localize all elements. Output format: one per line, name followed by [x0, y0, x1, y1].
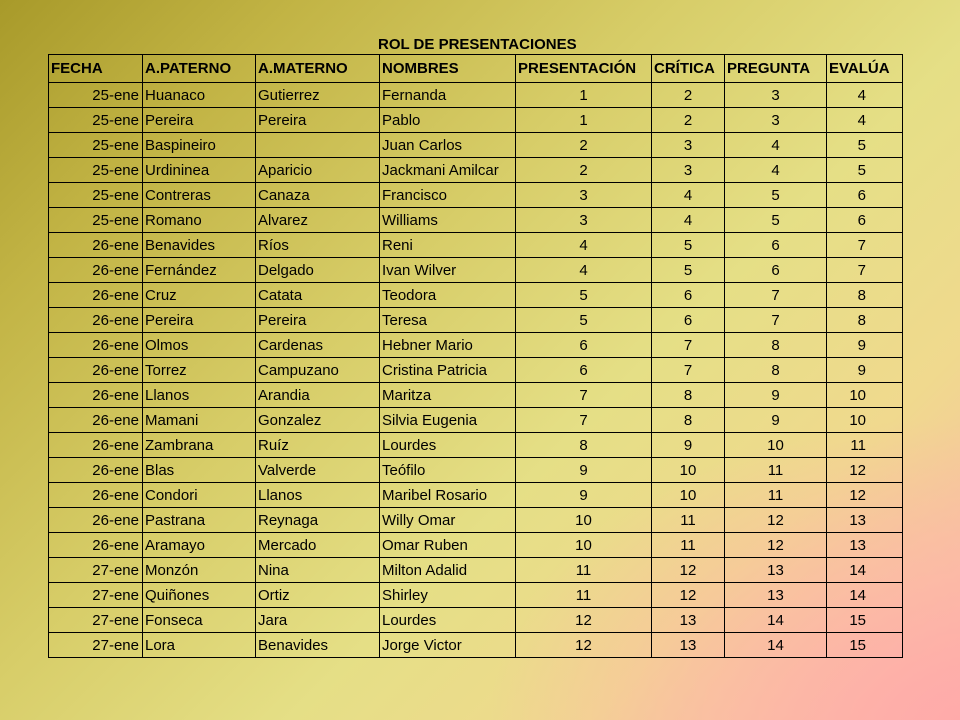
- cell-presentacion: 5: [516, 308, 652, 333]
- cell-presentacion: 6: [516, 333, 652, 358]
- cell-a-paterno: Huanaco: [143, 83, 256, 108]
- table-row: [49, 558, 903, 583]
- cell-fecha: 26-ene: [49, 333, 143, 358]
- cell-pregunta: 5: [725, 183, 827, 208]
- cell-fecha: 27-ene: [49, 558, 143, 583]
- header-fecha: FECHA: [49, 55, 143, 83]
- cell-pregunta: 4: [725, 133, 827, 158]
- cell-a-materno: Reynaga: [256, 508, 380, 533]
- cell-a-materno: Ortiz: [256, 583, 380, 608]
- cell-evalua: 4: [827, 108, 903, 133]
- cell-a-materno: Gutierrez: [256, 83, 380, 108]
- cell-evalua: 13: [827, 508, 903, 533]
- table-row: [49, 208, 903, 233]
- cell-nombres: Ivan Wilver: [380, 258, 516, 283]
- cell-presentacion: 12: [516, 633, 652, 658]
- table-row: [49, 608, 903, 633]
- cell-a-materno: [256, 133, 380, 158]
- table-row: [49, 433, 903, 458]
- cell-pregunta: 3: [725, 83, 827, 108]
- cell-presentacion: 2: [516, 133, 652, 158]
- cell-critica: 8: [652, 408, 725, 433]
- cell-evalua: 15: [827, 608, 903, 633]
- cell-fecha: 26-ene: [49, 433, 143, 458]
- cell-a-materno: Llanos: [256, 483, 380, 508]
- cell-critica: 11: [652, 508, 725, 533]
- table-row: [49, 408, 903, 433]
- cell-nombres: Fernanda: [380, 83, 516, 108]
- cell-a-paterno: Baspineiro: [143, 133, 256, 158]
- cell-critica: 13: [652, 633, 725, 658]
- cell-fecha: 25-ene: [49, 83, 143, 108]
- cell-a-paterno: Fonseca: [143, 608, 256, 633]
- cell-nombres: Hebner Mario: [380, 333, 516, 358]
- cell-presentacion: 5: [516, 283, 652, 308]
- cell-presentacion: 10: [516, 533, 652, 558]
- cell-a-materno: Pereira: [256, 308, 380, 333]
- table-row: [49, 258, 903, 283]
- cell-a-paterno: Monzón: [143, 558, 256, 583]
- table-row: [49, 158, 903, 183]
- cell-nombres: Reni: [380, 233, 516, 258]
- cell-a-paterno: Quiñones: [143, 583, 256, 608]
- table-row: [49, 583, 903, 608]
- cell-a-materno: Delgado: [256, 258, 380, 283]
- cell-nombres: Milton Adalid: [380, 558, 516, 583]
- cell-evalua: 14: [827, 558, 903, 583]
- schedule-table: [48, 54, 903, 658]
- cell-evalua: 14: [827, 583, 903, 608]
- cell-nombres: Teófilo: [380, 458, 516, 483]
- table-body: [49, 83, 903, 658]
- cell-fecha: 26-ene: [49, 458, 143, 483]
- table-row: [49, 308, 903, 333]
- cell-fecha: 26-ene: [49, 383, 143, 408]
- cell-pregunta: 5: [725, 208, 827, 233]
- table-row: [49, 533, 903, 558]
- cell-a-paterno: Condori: [143, 483, 256, 508]
- cell-presentacion: 9: [516, 483, 652, 508]
- table-row: [49, 508, 903, 533]
- cell-a-paterno: Olmos: [143, 333, 256, 358]
- cell-pregunta: 10: [725, 433, 827, 458]
- cell-critica: 12: [652, 583, 725, 608]
- sheet-title: ROL DE PRESENTACIONES: [378, 36, 577, 53]
- cell-pregunta: 11: [725, 458, 827, 483]
- cell-evalua: 10: [827, 383, 903, 408]
- cell-pregunta: 3: [725, 108, 827, 133]
- cell-evalua: 4: [827, 83, 903, 108]
- cell-fecha: 27-ene: [49, 608, 143, 633]
- cell-pregunta: 8: [725, 333, 827, 358]
- cell-critica: 11: [652, 533, 725, 558]
- cell-critica: 7: [652, 333, 725, 358]
- cell-critica: 3: [652, 133, 725, 158]
- cell-fecha: 26-ene: [49, 283, 143, 308]
- cell-presentacion: 8: [516, 433, 652, 458]
- cell-a-paterno: Lora: [143, 633, 256, 658]
- cell-a-paterno: Llanos: [143, 383, 256, 408]
- cell-pregunta: 13: [725, 583, 827, 608]
- cell-a-paterno: Pereira: [143, 308, 256, 333]
- cell-fecha: 25-ene: [49, 183, 143, 208]
- cell-presentacion: 9: [516, 458, 652, 483]
- cell-critica: 2: [652, 108, 725, 133]
- cell-a-materno: Arandia: [256, 383, 380, 408]
- cell-evalua: 6: [827, 183, 903, 208]
- cell-pregunta: 14: [725, 608, 827, 633]
- cell-nombres: Williams: [380, 208, 516, 233]
- cell-critica: 8: [652, 383, 725, 408]
- cell-presentacion: 6: [516, 358, 652, 383]
- header-a-paterno: A.PATERNO: [143, 55, 256, 83]
- cell-critica: 2: [652, 83, 725, 108]
- cell-presentacion: 7: [516, 383, 652, 408]
- cell-evalua: 6: [827, 208, 903, 233]
- cell-critica: 4: [652, 208, 725, 233]
- cell-evalua: 11: [827, 433, 903, 458]
- cell-evalua: 12: [827, 483, 903, 508]
- cell-presentacion: 4: [516, 258, 652, 283]
- cell-a-materno: Catata: [256, 283, 380, 308]
- cell-fecha: 27-ene: [49, 583, 143, 608]
- cell-critica: 4: [652, 183, 725, 208]
- cell-fecha: 25-ene: [49, 158, 143, 183]
- cell-a-materno: Jara: [256, 608, 380, 633]
- cell-nombres: Maritza: [380, 383, 516, 408]
- cell-critica: 9: [652, 433, 725, 458]
- cell-critica: 5: [652, 233, 725, 258]
- cell-pregunta: 9: [725, 408, 827, 433]
- cell-fecha: 25-ene: [49, 208, 143, 233]
- cell-presentacion: 3: [516, 208, 652, 233]
- cell-evalua: 13: [827, 533, 903, 558]
- cell-a-paterno: Romano: [143, 208, 256, 233]
- cell-a-paterno: Pastrana: [143, 508, 256, 533]
- table-row: [49, 233, 903, 258]
- cell-pregunta: 6: [725, 258, 827, 283]
- cell-presentacion: 2: [516, 158, 652, 183]
- header-presentacion: PRESENTACIÓN: [516, 55, 652, 83]
- table-row: [49, 108, 903, 133]
- cell-presentacion: 11: [516, 583, 652, 608]
- cell-nombres: Omar Ruben: [380, 533, 516, 558]
- header-a-materno: A.MATERNO: [256, 55, 380, 83]
- cell-a-paterno: Fernández: [143, 258, 256, 283]
- presentation-schedule-sheet: [48, 34, 902, 658]
- cell-fecha: 26-ene: [49, 308, 143, 333]
- cell-fecha: 26-ene: [49, 408, 143, 433]
- cell-a-materno: Nina: [256, 558, 380, 583]
- cell-pregunta: 4: [725, 158, 827, 183]
- cell-a-materno: Pereira: [256, 108, 380, 133]
- cell-pregunta: 6: [725, 233, 827, 258]
- cell-presentacion: 7: [516, 408, 652, 433]
- cell-a-paterno: Mamani: [143, 408, 256, 433]
- table-row: [49, 383, 903, 408]
- cell-critica: 6: [652, 308, 725, 333]
- cell-nombres: Shirley: [380, 583, 516, 608]
- cell-presentacion: 4: [516, 233, 652, 258]
- header-row: [49, 55, 903, 83]
- cell-nombres: Cristina Patricia: [380, 358, 516, 383]
- cell-a-materno: Campuzano: [256, 358, 380, 383]
- cell-a-materno: Valverde: [256, 458, 380, 483]
- cell-nombres: Juan Carlos: [380, 133, 516, 158]
- cell-critica: 7: [652, 358, 725, 383]
- cell-presentacion: 1: [516, 83, 652, 108]
- cell-a-paterno: Aramayo: [143, 533, 256, 558]
- cell-nombres: Silvia Eugenia: [380, 408, 516, 433]
- header-pregunta: PREGUNTA: [725, 55, 827, 83]
- cell-evalua: 5: [827, 158, 903, 183]
- cell-fecha: 26-ene: [49, 233, 143, 258]
- cell-fecha: 26-ene: [49, 533, 143, 558]
- cell-presentacion: 10: [516, 508, 652, 533]
- table-row: [49, 183, 903, 208]
- cell-critica: 6: [652, 283, 725, 308]
- cell-critica: 5: [652, 258, 725, 283]
- cell-pregunta: 7: [725, 283, 827, 308]
- cell-pregunta: 8: [725, 358, 827, 383]
- title-row: [48, 34, 902, 54]
- cell-a-paterno: Zambrana: [143, 433, 256, 458]
- cell-pregunta: 14: [725, 633, 827, 658]
- cell-a-paterno: Benavides: [143, 233, 256, 258]
- cell-pregunta: 9: [725, 383, 827, 408]
- cell-presentacion: 11: [516, 558, 652, 583]
- cell-critica: 12: [652, 558, 725, 583]
- cell-a-materno: Mercado: [256, 533, 380, 558]
- cell-presentacion: 1: [516, 108, 652, 133]
- cell-a-materno: Gonzalez: [256, 408, 380, 433]
- cell-a-paterno: Urdininea: [143, 158, 256, 183]
- header-critica: CRÍTICA: [652, 55, 725, 83]
- cell-nombres: Teodora: [380, 283, 516, 308]
- cell-a-paterno: Pereira: [143, 108, 256, 133]
- cell-nombres: Jorge Victor: [380, 633, 516, 658]
- cell-evalua: 15: [827, 633, 903, 658]
- cell-fecha: 26-ene: [49, 483, 143, 508]
- cell-a-materno: Benavides: [256, 633, 380, 658]
- header-evalua: EVALÚA: [827, 55, 903, 83]
- cell-fecha: 25-ene: [49, 108, 143, 133]
- cell-evalua: 10: [827, 408, 903, 433]
- cell-a-materno: Aparicio: [256, 158, 380, 183]
- cell-critica: 10: [652, 458, 725, 483]
- cell-a-materno: Ruíz: [256, 433, 380, 458]
- table-row: [49, 133, 903, 158]
- cell-evalua: 7: [827, 258, 903, 283]
- table-row: [49, 358, 903, 383]
- cell-presentacion: 12: [516, 608, 652, 633]
- cell-evalua: 7: [827, 233, 903, 258]
- cell-nombres: Lourdes: [380, 433, 516, 458]
- cell-pregunta: 11: [725, 483, 827, 508]
- cell-a-materno: Ríos: [256, 233, 380, 258]
- cell-a-materno: Alvarez: [256, 208, 380, 233]
- cell-a-materno: Cardenas: [256, 333, 380, 358]
- cell-nombres: Pablo: [380, 108, 516, 133]
- cell-fecha: 26-ene: [49, 358, 143, 383]
- cell-nombres: Teresa: [380, 308, 516, 333]
- cell-pregunta: 7: [725, 308, 827, 333]
- cell-fecha: 26-ene: [49, 258, 143, 283]
- cell-a-paterno: Blas: [143, 458, 256, 483]
- header-nombres: NOMBRES: [380, 55, 516, 83]
- cell-critica: 13: [652, 608, 725, 633]
- cell-evalua: 9: [827, 333, 903, 358]
- table-row: [49, 633, 903, 658]
- cell-nombres: Jackmani Amilcar: [380, 158, 516, 183]
- cell-nombres: Maribel Rosario: [380, 483, 516, 508]
- cell-fecha: 25-ene: [49, 133, 143, 158]
- table-row: [49, 483, 903, 508]
- table-row: [49, 333, 903, 358]
- cell-pregunta: 12: [725, 533, 827, 558]
- cell-a-paterno: Cruz: [143, 283, 256, 308]
- cell-fecha: 26-ene: [49, 508, 143, 533]
- cell-a-materno: Canaza: [256, 183, 380, 208]
- cell-evalua: 9: [827, 358, 903, 383]
- cell-critica: 3: [652, 158, 725, 183]
- table-row: [49, 83, 903, 108]
- cell-nombres: Lourdes: [380, 608, 516, 633]
- cell-evalua: 12: [827, 458, 903, 483]
- table-row: [49, 458, 903, 483]
- cell-presentacion: 3: [516, 183, 652, 208]
- cell-pregunta: 12: [725, 508, 827, 533]
- cell-pregunta: 13: [725, 558, 827, 583]
- cell-evalua: 5: [827, 133, 903, 158]
- cell-critica: 10: [652, 483, 725, 508]
- table-row: [49, 283, 903, 308]
- cell-nombres: Willy Omar: [380, 508, 516, 533]
- cell-a-paterno: Contreras: [143, 183, 256, 208]
- cell-a-paterno: Torrez: [143, 358, 256, 383]
- cell-nombres: Francisco: [380, 183, 516, 208]
- cell-fecha: 27-ene: [49, 633, 143, 658]
- cell-evalua: 8: [827, 308, 903, 333]
- cell-evalua: 8: [827, 283, 903, 308]
